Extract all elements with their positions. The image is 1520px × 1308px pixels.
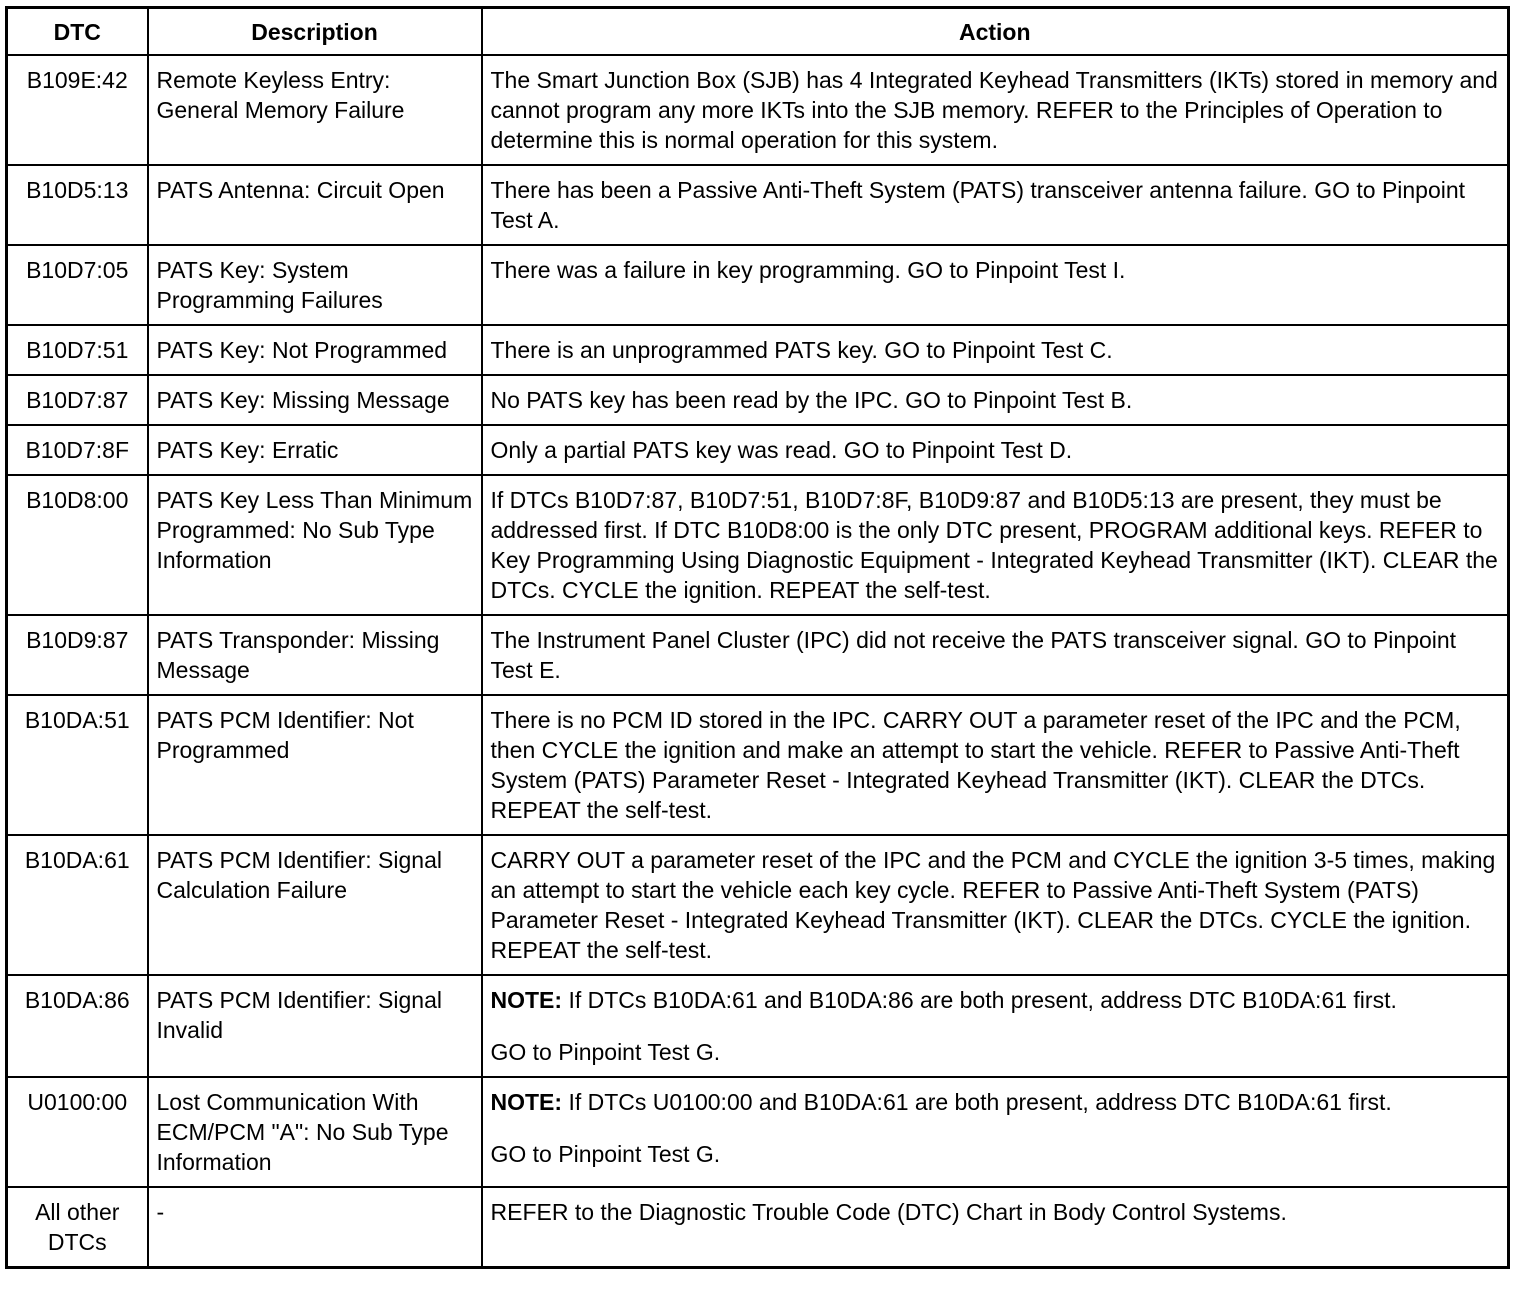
dtc-code: B10D5:13: [7, 165, 148, 245]
dtc-action: GO to Pinpoint Test G.: [490, 1039, 721, 1065]
dtc-description: Remote Keyless Entry: General Memory Failure: [148, 55, 482, 165]
dtc-description: PATS PCM Identifier: Signal Invalid: [148, 975, 482, 1077]
dtc-description: PATS PCM Identifier: Signal Calculation Failure: [148, 835, 482, 975]
table-row: [7, 55, 1509, 165]
note-label: NOTE:: [490, 1089, 563, 1115]
table-row: [7, 695, 1509, 835]
dtc-action-cell: [482, 975, 1509, 1077]
note-label: NOTE:: [490, 987, 563, 1013]
dtc-action: GO to Pinpoint Test G.: [490, 1141, 721, 1167]
dtc-code: B109E:42: [7, 55, 148, 165]
table-row: [7, 475, 1509, 615]
dtc-description: Lost Communication With ECM/PCM "A": No Sub Type Information: [148, 1077, 482, 1187]
dtc-description: PATS Antenna: Circuit Open: [148, 165, 482, 245]
dtc-code: B10D7:51: [7, 325, 148, 375]
dtc-description: PATS Key: System Programming Failures: [148, 245, 482, 325]
dtc-action: The Smart Junction Box (SJB) has 4 Integrated Keyhead Transmitters (IKTs) stored in memory and cannot program any more IKTs into the SJB memory. REFER to the Principles of Operation to determine this is normal operation for this system.: [482, 55, 1509, 165]
dtc-table: [5, 6, 1510, 1269]
header-description: Description: [148, 8, 482, 56]
dtc-description: -: [148, 1187, 482, 1268]
header-dtc: DTC: [7, 8, 148, 56]
dtc-code: B10D8:00: [7, 475, 148, 615]
dtc-description: PATS Key: Erratic: [148, 425, 482, 475]
note-text: If DTCs U0100:00 and B10DA:61 are both present, address DTC B10DA:61 first.: [562, 1089, 1392, 1115]
table-row: [7, 835, 1509, 975]
table-row: [7, 425, 1509, 475]
dtc-action: CARRY OUT a parameter reset of the IPC and the PCM and CYCLE the ignition 3-5 times, making an attempt to start the vehicle each key cycle. REFER to Passive Anti-Theft System (PATS) Parameter Reset - Integrated Keyhead Transmitter (IKT). CLEAR the DTCs. CYCLE the ignition. REPEAT the self-test.: [482, 835, 1509, 975]
dtc-action: Only a partial PATS key was read. GO to Pinpoint Test D.: [482, 425, 1509, 475]
dtc-code: B10D9:87: [7, 615, 148, 695]
table-row: [7, 165, 1509, 245]
dtc-action: REFER to the Diagnostic Trouble Code (DTC) Chart in Body Control Systems.: [482, 1187, 1509, 1268]
dtc-action: There has been a Passive Anti-Theft System (PATS) transceiver antenna failure. GO to Pinpoint Test A.: [482, 165, 1509, 245]
table-row: [7, 975, 1509, 1077]
dtc-action: There is an unprogrammed PATS key. GO to Pinpoint Test C.: [482, 325, 1509, 375]
dtc-action: There was a failure in key programming. GO to Pinpoint Test I.: [482, 245, 1509, 325]
dtc-action: If DTCs B10D7:87, B10D7:51, B10D7:8F, B10D9:87 and B10D5:13 are present, they must be addressed first. If DTC B10D8:00 is the only DTC present, PROGRAM additional keys. REFER to Key Programming Using Diagnostic Equipment - Integrated Keyhead Transmitter (IKT). CLEAR the DTCs. CYCLE the ignition. REPEAT the self-test.: [482, 475, 1509, 615]
header-row: [7, 8, 1509, 56]
dtc-code: B10DA:51: [7, 695, 148, 835]
table-row: [7, 375, 1509, 425]
dtc-description: PATS PCM Identifier: Not Programmed: [148, 695, 482, 835]
dtc-code: B10DA:86: [7, 975, 148, 1077]
dtc-code: U0100:00: [7, 1077, 148, 1187]
dtc-code: B10D7:8F: [7, 425, 148, 475]
dtc-code: B10D7:87: [7, 375, 148, 425]
table-row: [7, 325, 1509, 375]
dtc-description: PATS Key Less Than Minimum Programmed: No Sub Type Information: [148, 475, 482, 615]
dtc-action-cell: [482, 1077, 1509, 1187]
dtc-code: B10DA:61: [7, 835, 148, 975]
dtc-description: PATS Transponder: Missing Message: [148, 615, 482, 695]
dtc-code: All other DTCs: [7, 1187, 148, 1268]
note-text: If DTCs B10DA:61 and B10DA:86 are both present, address DTC B10DA:61 first.: [562, 987, 1397, 1013]
table-row: [7, 1077, 1509, 1187]
table-row: [7, 1187, 1509, 1268]
dtc-description: PATS Key: Missing Message: [148, 375, 482, 425]
dtc-action: There is no PCM ID stored in the IPC. CARRY OUT a parameter reset of the IPC and the PCM, then CYCLE the ignition and make an attempt to start the vehicle. REFER to Passive Anti-Theft System (PATS) Parameter Reset - Integrated Keyhead Transmitter (IKT). CLEAR the DTCs. REPEAT the self-test.: [482, 695, 1509, 835]
table-row: [7, 615, 1509, 695]
dtc-action: The Instrument Panel Cluster (IPC) did not receive the PATS transceiver signal. GO to Pinpoint Test E.: [482, 615, 1509, 695]
header-action: Action: [482, 8, 1509, 56]
table-row: [7, 245, 1509, 325]
dtc-action: No PATS key has been read by the IPC. GO to Pinpoint Test B.: [482, 375, 1509, 425]
dtc-code: B10D7:05: [7, 245, 148, 325]
dtc-description: PATS Key: Not Programmed: [148, 325, 482, 375]
